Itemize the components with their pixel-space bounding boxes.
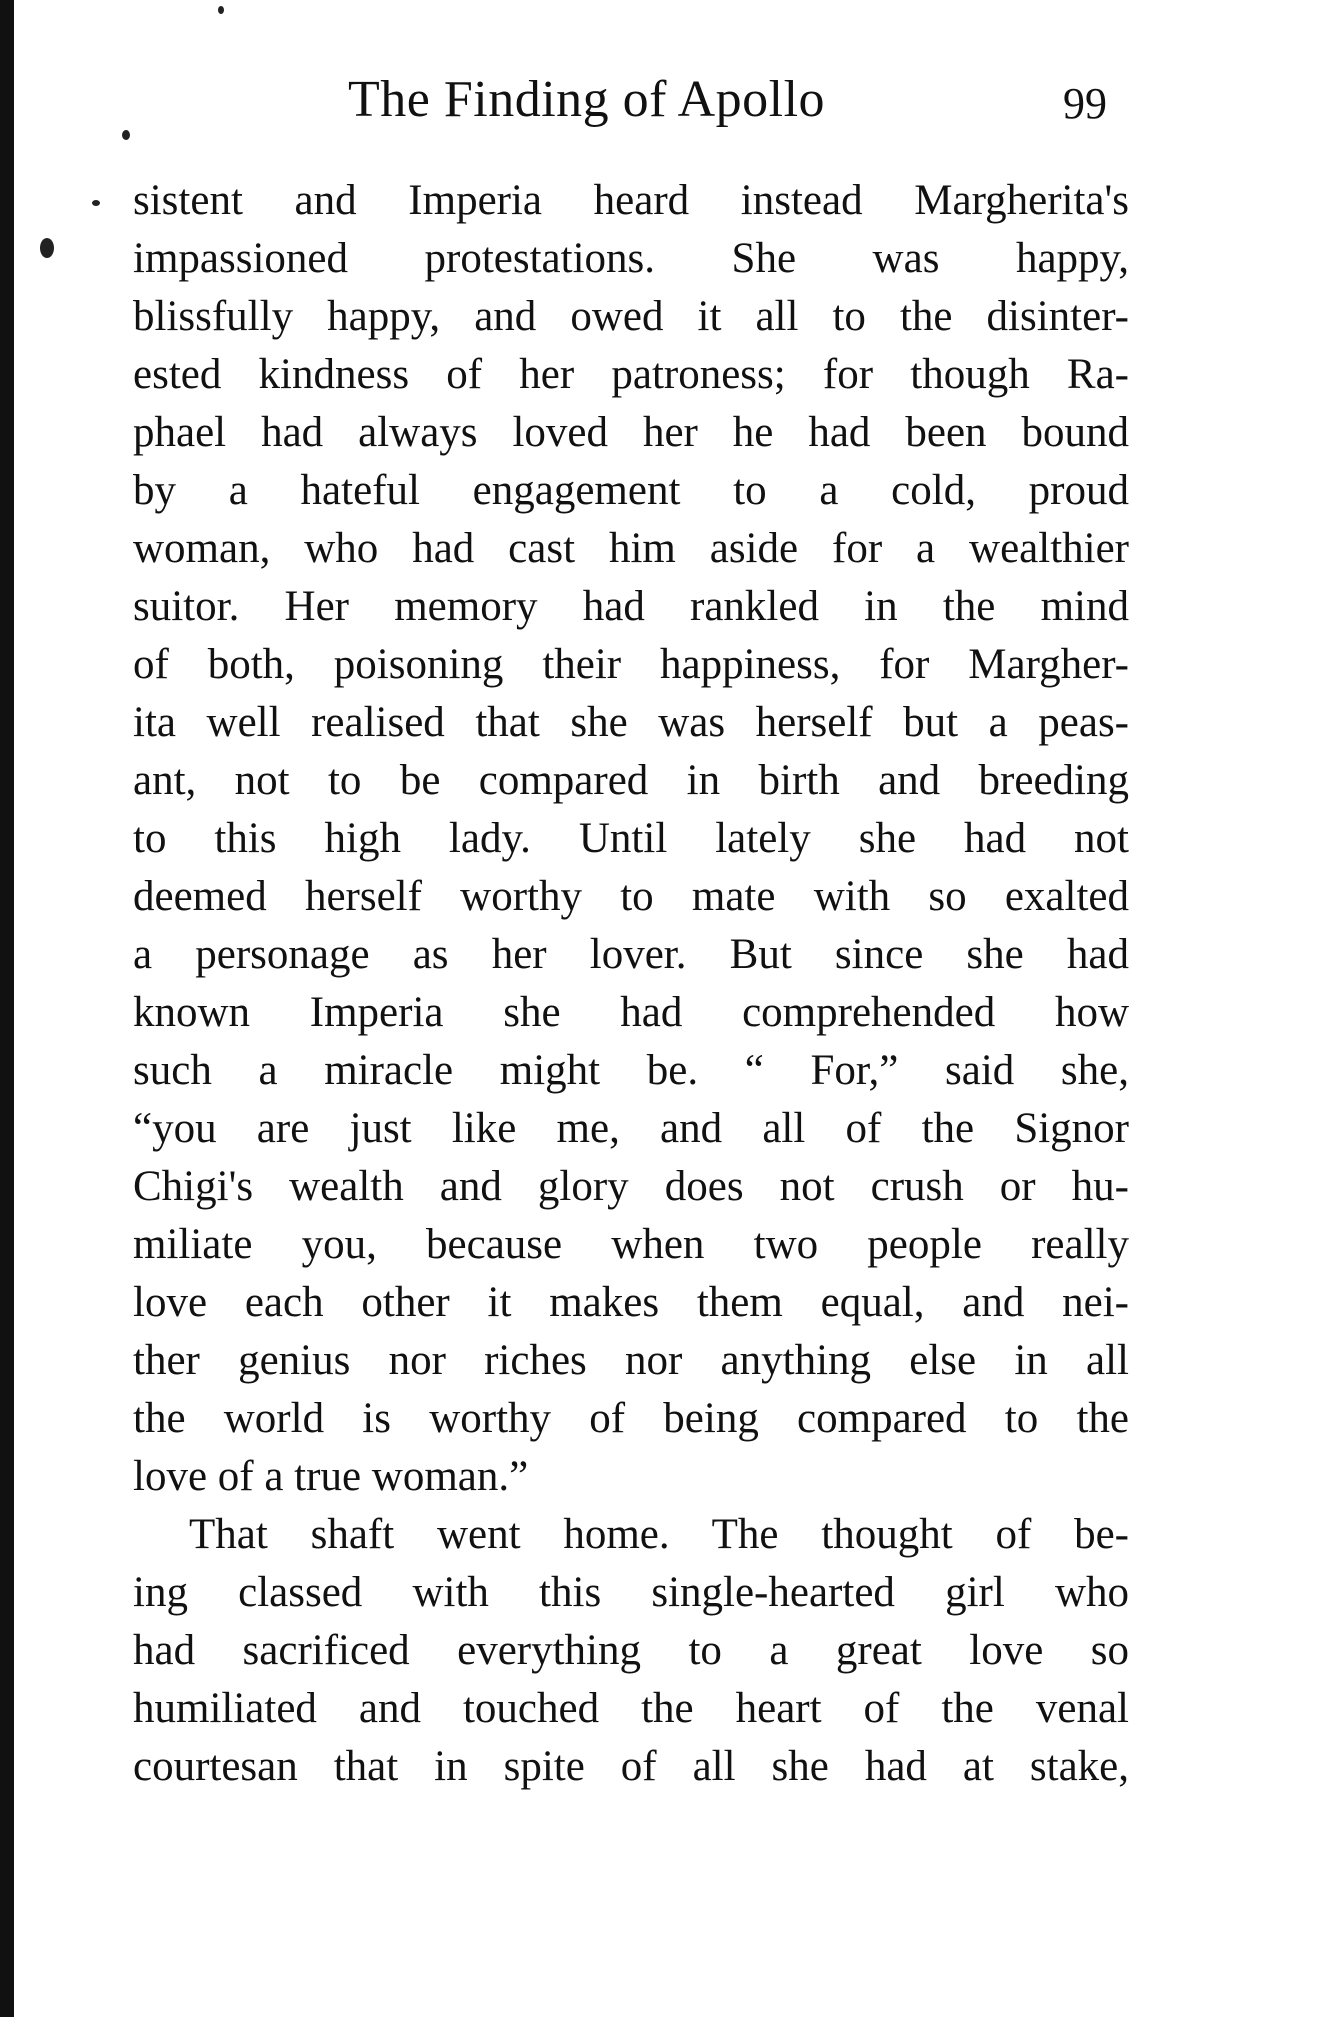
page-number: 99 [1063,79,1107,128]
text-line: “you are just like me, and all of the Signor [133,1105,1129,1152]
text-line: Chigi's wealth and glory does not crush or hu- [133,1163,1129,1210]
running-head: The Finding of Apollo [348,71,826,128]
text-line: to this high lady. Until lately she had not [133,815,1129,862]
text-line: miliate you, because when two people really [133,1221,1129,1268]
text-line: phael had always loved her he had been bound [133,409,1129,456]
ink-speck [40,238,54,258]
text-line: of both, poisoning their happiness, for Margher- [133,641,1129,688]
text-line: by a hateful engagement to a cold, proud [133,467,1129,514]
page-binding-edge [0,0,14,2017]
text-line: such a miracle might be. “ For,” said she, [133,1047,1129,1094]
text-line: ing classed with this single-hearted girl who [133,1569,1129,1616]
text-line: had sacrificed everything to a great love so [133,1627,1129,1674]
ink-speck [122,130,130,140]
text-line: That shaft went home. The thought of be- [189,1511,1129,1558]
page-header [0,70,1337,130]
text-line: love of a true woman.” [133,1453,529,1500]
text-line: blissfully happy, and owed it all to the disinter- [133,293,1129,340]
ink-speck [92,200,100,206]
text-line: suitor. Her memory had rankled in the mind [133,583,1129,630]
text-line: ested kindness of her patroness; for though Ra- [133,351,1129,398]
text-line: courtesan that in spite of all she had at stake, [133,1743,1129,1790]
text-line: the world is worthy of being compared to the [133,1395,1129,1442]
text-line: ita well realised that she was herself but a peas- [133,699,1129,746]
text-line: sistent and Imperia heard instead Margherita's [133,177,1129,224]
ink-speck [218,6,224,14]
text-line: ther genius nor riches nor anything else in all [133,1337,1129,1384]
text-line: impassioned protestations. She was happy, [133,235,1129,282]
text-line: ant, not to be compared in birth and breeding [133,757,1129,804]
body-text [133,172,1129,1796]
text-line: love each other it makes them equal, and nei- [133,1279,1129,1326]
text-line: humiliated and touched the heart of the venal [133,1685,1129,1732]
text-line: deemed herself worthy to mate with so exalted [133,873,1129,920]
text-line: known Imperia she had comprehended how [133,989,1129,1036]
text-line: a personage as her lover. But since she had [133,931,1129,978]
text-line: woman, who had cast him aside for a wealthier [133,525,1129,572]
